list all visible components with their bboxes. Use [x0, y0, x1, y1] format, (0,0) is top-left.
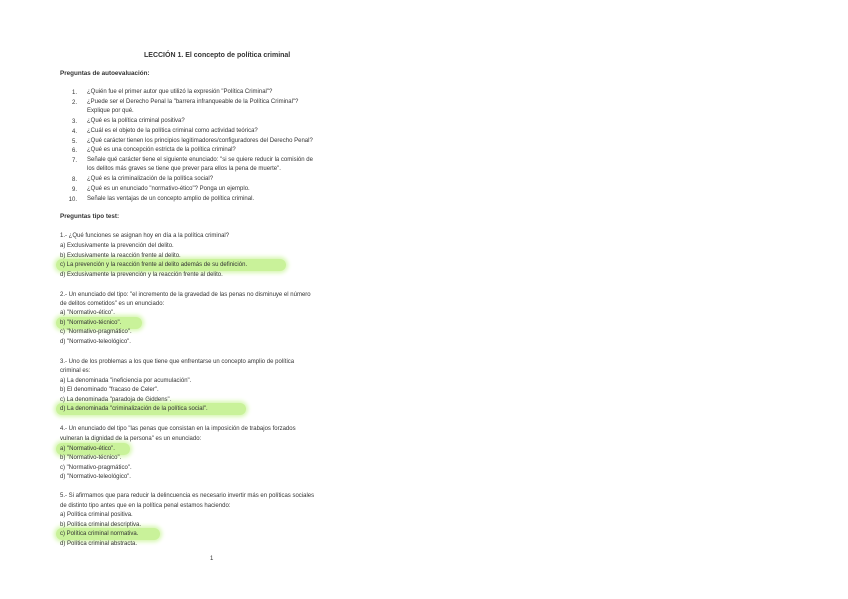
self-eval-number: 9.: [71, 187, 77, 193]
answer-option: d) "Normativo-teleológico".: [60, 474, 131, 480]
self-eval-item: ¿Qué carácter tienen los principios legitimadores/configuradores del Derecho Penal?: [87, 138, 313, 144]
answer-option: a) La denominada "ineficiencia por acumulación".: [60, 378, 192, 384]
question-text: 5.- Si afirmamos que para reducir la delincuencia es necesario invertir más en políticas sociales: [60, 493, 315, 499]
self-eval-number: 1.: [71, 90, 77, 96]
answer-option: a) "Normativo-ético".: [60, 310, 115, 316]
question-text: de distinto tipo antes que en la política penal estamos haciendo:: [60, 503, 231, 509]
answer-option: b) El denominado "fracaso de Celer".: [60, 387, 159, 393]
answer-option-correct: b) "Normativo-técnico".: [60, 320, 122, 326]
answer-option: c) "Normativo-pragmático".: [60, 329, 132, 335]
self-eval-item: ¿Puede ser el Derecho Penal la "barrera infranqueable de la Política Criminal"?: [87, 99, 299, 105]
self-eval-number: 8.: [71, 177, 77, 183]
page-number: 1: [210, 556, 214, 562]
answer-option-correct: a) "Normativo-ético".: [60, 446, 115, 452]
self-eval-item: Señale las ventajas de un concepto amplio de política criminal.: [87, 196, 255, 202]
question-text: vulneran la dignidad de la persona" es un enunciado:: [60, 436, 202, 442]
self-eval-number: 4.: [71, 129, 77, 135]
self-eval-item: Explique por qué.: [87, 108, 134, 114]
self-eval-item: ¿Qué es un enunciado "normativo-ético"? Ponga un ejemplo.: [87, 186, 250, 192]
answer-option: b) Política criminal descriptiva.: [60, 522, 142, 528]
answer-option: d) Política criminal abstracta.: [60, 541, 138, 547]
self-eval-number: 6.: [71, 148, 77, 154]
self-eval-item: ¿Quién fue el primer autor que utilizó la expresión "Política Criminal"?: [87, 89, 273, 95]
answer-option-correct: c) La prevención y la reacción frente al delito además de su definición.: [60, 262, 248, 268]
self-eval-item: ¿Qué es la política criminal positiva?: [87, 118, 185, 124]
question-text: de delitos cometidos" es un enunciado:: [60, 301, 165, 307]
lesson-title: LECCIÓN 1. El concepto de política criminal: [144, 52, 291, 59]
question-text: 2.- Un enunciado del tipo: "el incremento de la gravedad de las penas no disminuye el número: [60, 292, 311, 298]
answer-option: c) La denominada "paradoja de Giddens".: [60, 397, 172, 403]
answer-option: b) Exclusivamente la reacción frente al delito.: [60, 253, 181, 259]
self-eval-number: 3.: [71, 119, 77, 125]
answer-option: a) Política criminal positiva.: [60, 512, 133, 518]
answer-option-correct: d) La denominada "criminalización de la política social".: [60, 406, 208, 412]
self-eval-item: Señale qué carácter tiene el siguiente enunciado: "si se quiere reducir la comisión de: [87, 157, 313, 163]
self-eval-number: 10.: [68, 197, 77, 203]
question-text: criminal es:: [60, 368, 91, 374]
test-heading: Preguntas tipo test:: [60, 213, 120, 220]
answer-option: d) "Normativo-teleológico".: [60, 339, 131, 345]
question-text: 4.- Un enunciado del tipo "las penas que consistan en la imposición de trabajos forzados: [60, 426, 296, 432]
answer-option-correct: c) Política criminal normativa.: [60, 531, 139, 537]
self-eval-number: 2.: [71, 100, 77, 106]
answer-option: a) Exclusivamente la prevención del delito.: [60, 243, 174, 249]
self-eval-number: 5.: [71, 139, 77, 145]
self-eval-item: ¿Cuál es el objeto de la política criminal como actividad teórica?: [87, 128, 258, 134]
answer-option: d) Exclusivamente la prevención y la reacción frente al delito.: [60, 272, 223, 278]
self-eval-item: los delitos más graves se tiene que prever para ellos la pena de muerte".: [87, 166, 281, 172]
question-text: 1.- ¿Qué funciones se asignan hoy en día a la política criminal?: [60, 233, 230, 239]
self-eval-number: 7.: [71, 158, 77, 164]
self-eval-item: ¿Qué es la criminalización de la política social?: [87, 176, 214, 182]
answer-option: b) "Normativo-técnico".: [60, 455, 122, 461]
self-eval-item: ¿Qué es una concepción estricta de la política criminal?: [87, 147, 236, 153]
answer-option: c) "Normativo-pragmático".: [60, 465, 132, 471]
question-text: 3.- Uno de los problemas a los que tiene que enfrentarse un concepto amplio de política: [60, 359, 295, 365]
self-eval-heading: Preguntas de autoevaluación:: [60, 70, 150, 77]
